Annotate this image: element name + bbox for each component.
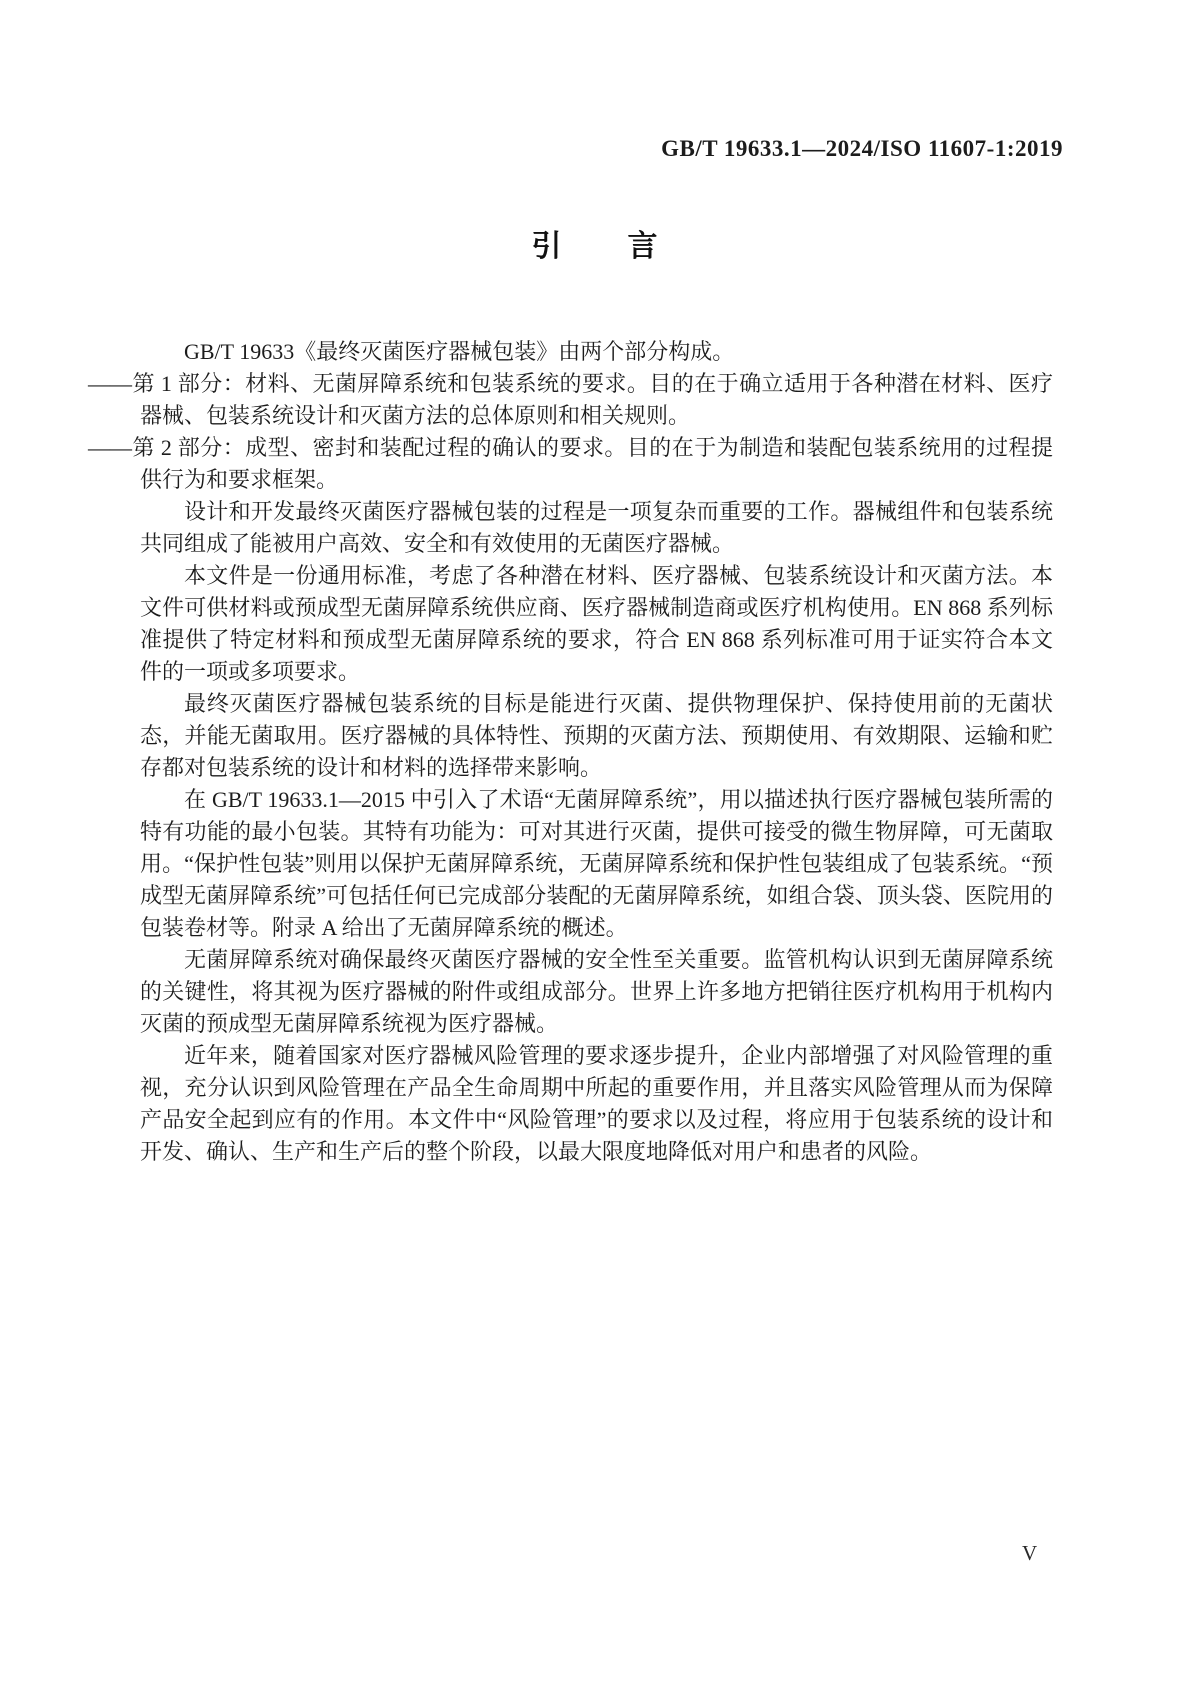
paragraph-sterile-barrier-term: 在 GB/T 19633.1—2015 中引入了术语“无菌屏障系统”，用以描述执行医疗器械包装所需的特有功能的最小包装。其特有功能为：可对其进行灭菌，提供可接受的微生物屏障，可无菌取用。“保护性包装”则用以保护无菌屏障系统，无菌屏障系统和保护性包装组成了包装系统。“预成型无菌屏障系统”可包括任何已完成部分装配的无菌屏障系统，如组合袋、顶头袋、医院用的包装卷材等。附录 A 给出了无菌屏障系统的概述。 (140, 787, 1053, 940)
paragraph-design-development: 设计和开发最终灭菌医疗器械包装的过程是一项复杂而重要的工作。器械组件和包装系统共同组成了能被用户高效、安全和有效使用的无菌医疗器械。 (140, 499, 1053, 556)
page-title: 引 言 (531, 230, 660, 263)
paragraph-risk-management: 近年来，随着国家对医疗器械风险管理的要求逐步提升，企业内部增强了对风险管理的重视，充分认识到风险管理在产品全生命周期中所起的重要作用，并且落实风险管理从而为保障产品安全起到应有的作用。本文件中“风险管理”的要求以及过程，将应用于包装系统的设计和开发、确认、生产和生产后的整个阶段，以最大限度地降低对用户和患者的风险。 (140, 1043, 1053, 1164)
list-item-part-1: ——第 1 部分：材料、无菌屏障系统和包装系统的要求。目的在于确立适用于各种潜在材料、医疗器械、包装系统设计和灭菌方法的总体原则和相关规则。 (88, 371, 1053, 428)
paragraph-packaging-system-goal: 最终灭菌医疗器械包装系统的目标是能进行灭菌、提供物理保护、保持使用前的无菌状态，并能无菌取用。医疗器械的具体特性、预期的灭菌方法、预期使用、有效期限、运输和贮存都对包装系统的设计和材料的选择带来影响。 (140, 691, 1053, 780)
page-number: V (1022, 1541, 1038, 1565)
paragraph-intro: GB/T 19633《最终灭菌医疗器械包装》由两个部分构成。 (184, 339, 735, 364)
document-body (88, 336, 1053, 1168)
list-item-part-2: ——第 2 部分：成型、密封和装配过程的确认的要求。目的在于为制造和装配包装系统用的过程提供行为和要求框架。 (88, 435, 1053, 492)
paragraph-regulatory: 无菌屏障系统对确保最终灭菌医疗器械的安全性至关重要。监管机构认识到无菌屏障系统的关键性，将其视为医疗器械的附件或组成部分。世界上许多地方把销往医疗机构用于机构内灭菌的预成型无菌屏障系统视为医疗器械。 (140, 947, 1053, 1036)
paragraph-general-standard: 本文件是一份通用标准，考虑了各种潜在材料、医疗器械、包装系统设计和灭菌方法。本文件可供材料或预成型无菌屏障系统供应商、医疗器械制造商或医疗机构使用。EN 868 系列标准提供了特定材料和预成型无菌屏障系统的要求，符合 EN 868 系列标准可用于证实符合本文件的一项或多项要求。 (140, 563, 1053, 684)
standard-number-header: GB/T 19633.1—2024/ISO 11607-1:2019 (661, 136, 1063, 161)
